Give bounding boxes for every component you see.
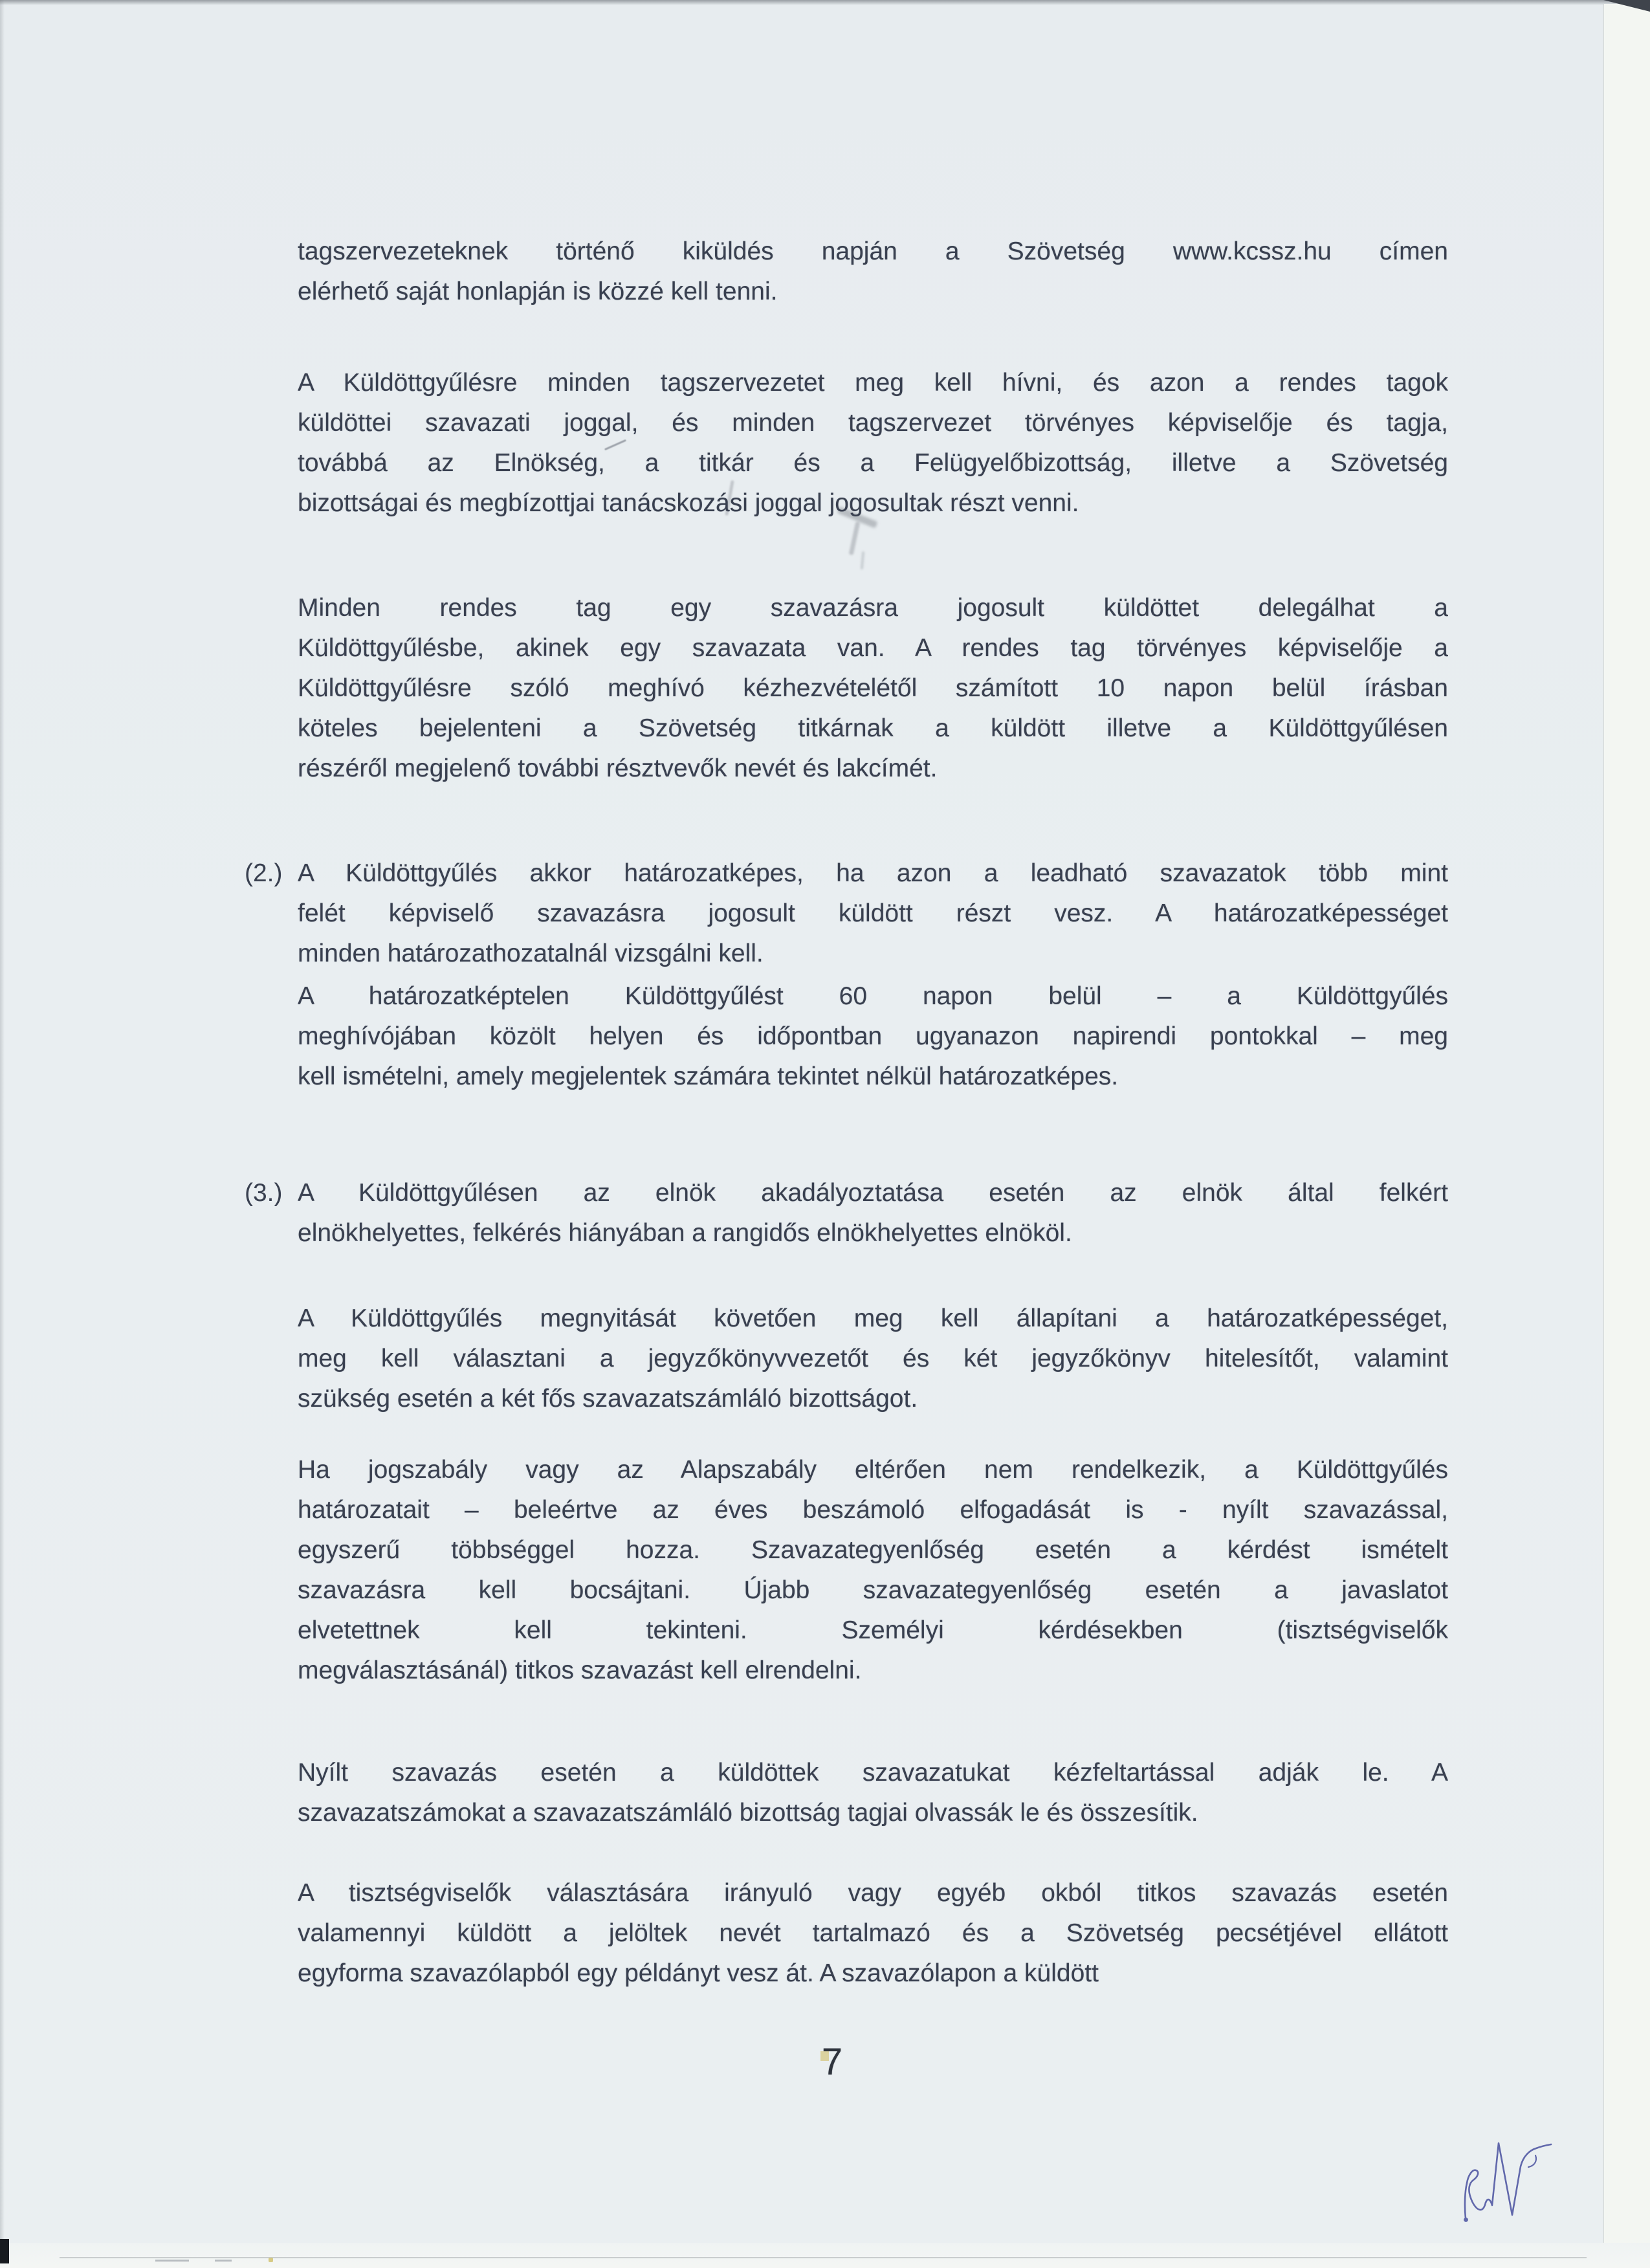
text-line: részéről megjelenő további résztvevők nevét és lakcímét.: [298, 754, 938, 782]
text-line: felét képviselő szavazásra jogosult küldött részt vesz. A határozatképességet: [298, 899, 1448, 927]
scan-edge-bottom: [0, 2243, 1650, 2268]
list-item-marker: (3.): [245, 1179, 283, 1207]
scan-edge-top: [0, 0, 1650, 5]
paragraph: [298, 232, 1448, 312]
paragraph: [298, 1753, 1448, 1833]
paragraph: [298, 1450, 1448, 1691]
paragraph: [298, 976, 1448, 1097]
text-line: valamennyi küldött a jelöltek nevét tartalmazó és a Szövetség pecsétjével ellátott: [298, 1919, 1448, 1947]
scan-dot-artifact: [269, 2258, 273, 2262]
text-line: bizottságai és megbízottjai tanácskozási joggal jogosultak részt venni.: [298, 489, 1079, 517]
text-line: minden határozathozatalnál vizsgálni kell.: [298, 940, 764, 967]
scan-page-right-edge: [1603, 4, 1650, 2268]
text-line: A határozatképtelen Küldöttgyűlést 60 napon belül – a Küldöttgyűlés: [298, 982, 1448, 1010]
text-line: A Küldöttgyűlés akkor határozatképes, ha azon a leadható szavazatok több mint: [298, 859, 1448, 887]
page-number: 7: [821, 2041, 843, 2083]
text-line: határozatait – beleértve az éves beszámoló elfogadását is - nyílt szavazással,: [298, 1496, 1448, 1524]
scan-corner-artifact-bottom-left: [0, 2239, 9, 2263]
text-line: szükség esetén a két fős szavazatszámláló bizottságot.: [298, 1385, 918, 1413]
text-line: szavazatszámokat a szavazatszámláló bizottság tagjai olvassák le és összesítik.: [298, 1799, 1198, 1827]
text-line: elvetettnek kell tekinteni. Személyi kérdésekben (tisztségviselők: [298, 1616, 1448, 1644]
scan-dash-artifact: [215, 2260, 232, 2262]
list-item-marker: (2.): [245, 859, 283, 887]
text-line: A Küldöttgyűlésen az elnök akadályoztatása esetén az elnök által felkért: [298, 1179, 1448, 1207]
text-line: köteles bejelenteni a Szövetség titkárnak a küldött illetve a Küldöttgyűlésen: [298, 714, 1448, 742]
numbered-paragraph: [245, 853, 1448, 974]
text-line: tagszervezeteknek történő kiküldés napján a Szövetség www.kcssz.hu címen: [298, 237, 1448, 265]
text-line: megválasztásánál) titkos szavazást kell elrendelni.: [298, 1657, 862, 1684]
text-line: küldöttei szavazati joggal, és minden tagszervezet törvényes képviselője és tagja,: [298, 409, 1448, 437]
scan-edge-left: [0, 0, 5, 2268]
text-line: A Küldöttgyűlésre minden tagszervezetet meg kell hívni, és azon a rendes tagok: [298, 369, 1448, 397]
text-line: egyforma szavazólapból egy példányt vesz át. A szavazólapon a küldött: [298, 1959, 1099, 1987]
paragraph: [298, 1873, 1448, 1994]
ink-smudge: [849, 522, 861, 555]
text-line: továbbá az Elnökség, a titkár és a Felügyelőbizottság, illetve a Szövetség: [298, 449, 1448, 477]
scan-dash-artifact: [155, 2260, 189, 2262]
text-line: Küldöttgyűlésbe, akinek egy szavazata van. A rendes tag törvényes képviselője a: [298, 634, 1448, 662]
text-line: Küldöttgyűlésre szóló meghívó kézhezvételétől számított 10 napon belül írásban: [298, 674, 1448, 702]
paragraph: [298, 1299, 1448, 1419]
paragraph: [298, 363, 1448, 523]
text-line: Nyílt szavazás esetén a küldöttek szavazatukat kézfeltartással adják le. A: [298, 1759, 1448, 1787]
text-line: A tisztségviselők választására irányuló vagy egyéb okból titkos szavazás esetén: [298, 1879, 1448, 1907]
text-line: egyszerű többséggel hozza. Szavazategyenlőség esetén a kérdést ismételt: [298, 1536, 1448, 1564]
text-line: elnökhelyettes, felkérés hiányában a rangidős elnökhelyettes elnököl.: [298, 1219, 1072, 1247]
text-line: szavazásra kell bocsájtani. Újabb szavazategyenlőség esetén a javaslatot: [298, 1576, 1448, 1604]
text-line: kell ismételni, amely megjelentek számára tekintet nélkül határozatképes.: [298, 1062, 1119, 1090]
ink-smudge: [861, 551, 864, 569]
text-line: A Küldöttgyűlés megnyitását követően meg kell állapítani a határozatképességet,: [298, 1305, 1448, 1332]
text-line: meg kell választani a jegyzőkönyvvezetőt és két jegyzőkönyv hitelesítőt, valamint: [298, 1345, 1448, 1372]
text-line: Minden rendes tag egy szavazásra jogosult küldöttet delegálhat a: [298, 594, 1448, 622]
text-line: meghívójában közölt helyen és időpontban ugyanazon napirendi pontokkal – meg: [298, 1022, 1448, 1050]
text-line: Ha jogszabály vagy az Alapszabály eltérően nem rendelkezik, a Küldöttgyűlés: [298, 1456, 1448, 1484]
text-line: elérhető saját honlapján is közzé kell tenni.: [298, 278, 778, 305]
scan-bottom-line: [60, 2257, 1587, 2258]
scan-corner-artifact-top-right: [1603, 0, 1650, 12]
paragraph: [298, 588, 1448, 789]
numbered-paragraph: [245, 1173, 1448, 1253]
